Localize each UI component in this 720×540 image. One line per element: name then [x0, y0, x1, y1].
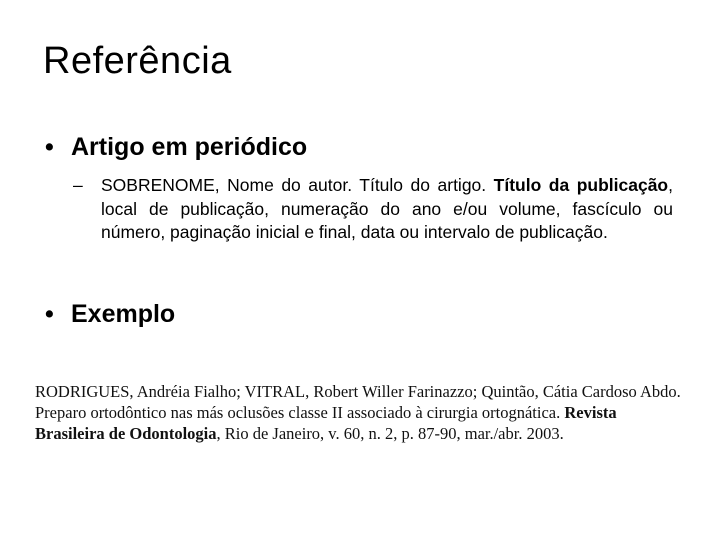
- format-text-part2: , local de publicação, numeração do ano e/ou volume, fascículo ou número, paginação inicial e final, data ou intervalo de publicação.: [101, 175, 673, 242]
- format-text-part1: SOBRENOME, Nome do autor. Título do artigo.: [101, 175, 494, 195]
- sub-item-dash: –: [73, 175, 83, 195]
- bullet-artigo: [45, 133, 307, 162]
- bullet-label: Artigo em periódico: [71, 133, 308, 161]
- format-text-bold: Título da publicação: [493, 175, 669, 195]
- bullet-exemplo: [45, 300, 175, 329]
- example-reference: [35, 381, 685, 444]
- slide-title: Referência: [43, 40, 232, 82]
- bullet-symbol: •: [45, 300, 54, 328]
- bullet-symbol: •: [45, 133, 54, 161]
- sub-item-format: [73, 174, 673, 245]
- reference-authors-title: RODRIGUES, Andréia Fialho; VITRAL, Robert Willer Farinazzo; Quintão, Cátia Cardoso Abdo. Preparo ortodôntico nas más oclusões classe II associado à cirurgia ortognática.: [35, 382, 681, 422]
- reference-journal: Revista Brasileira de Odontologia: [35, 403, 617, 443]
- reference-details: , Rio de Janeiro, v. 60, n. 2, p. 87-90, mar./abr. 2003.: [216, 424, 564, 443]
- bullet-label: Exemplo: [71, 300, 176, 328]
- sub-item-text: [101, 174, 673, 245]
